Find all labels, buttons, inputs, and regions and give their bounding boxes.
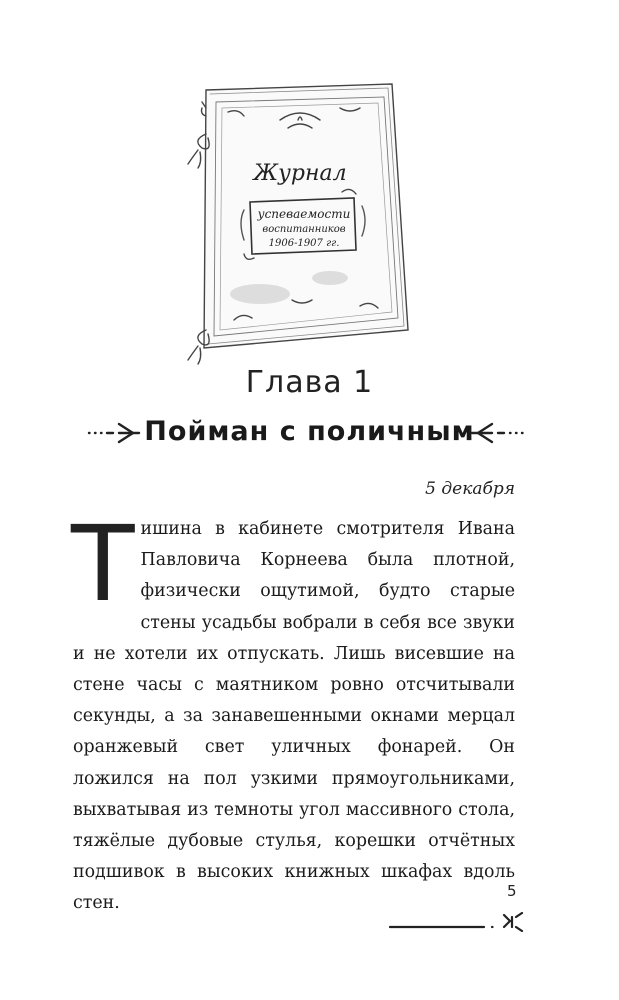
journal-label-line-1: успеваемости bbox=[257, 207, 351, 221]
right-ornament-icon bbox=[466, 418, 526, 448]
journal-label-line-2: воспитанников bbox=[262, 224, 346, 235]
journal-label-line-3: 1906-1907 гг. bbox=[268, 238, 340, 249]
journal-illustration bbox=[180, 68, 420, 368]
entry-date: 5 декабря bbox=[425, 479, 515, 499]
drop-cap: Т bbox=[71, 503, 135, 625]
body-paragraph: ишина в кабинете смотрителя Ивана Павловича Корнеева была плотной, физически ощутимой, будто старые стены усадьбы вобрали в себя все звуки и не хотели их отпускать. Лишь висевшие на стене часы с маятником ровно отсчитывали секунды, а за занавешенными окнами мерцал оранжевый свет уличных фонарей. Он ложился на пол узкими прямоугольниками, выхватывая из темноты угол массивного стола, тяжёлые дубовые стулья, корешки отчётных подшивок в высоких книжных шкафах вдоль стен. bbox=[73, 519, 515, 914]
footer-ornament-icon bbox=[388, 905, 528, 935]
journal-title: Журнал bbox=[253, 161, 347, 186]
chapter-body bbox=[71, 503, 515, 920]
chapter-title-row bbox=[0, 410, 619, 454]
chapter-number: Глава 1 bbox=[245, 365, 374, 400]
page-number: 5 bbox=[507, 882, 517, 900]
chapter-title: Пойман с поличным bbox=[144, 416, 475, 447]
